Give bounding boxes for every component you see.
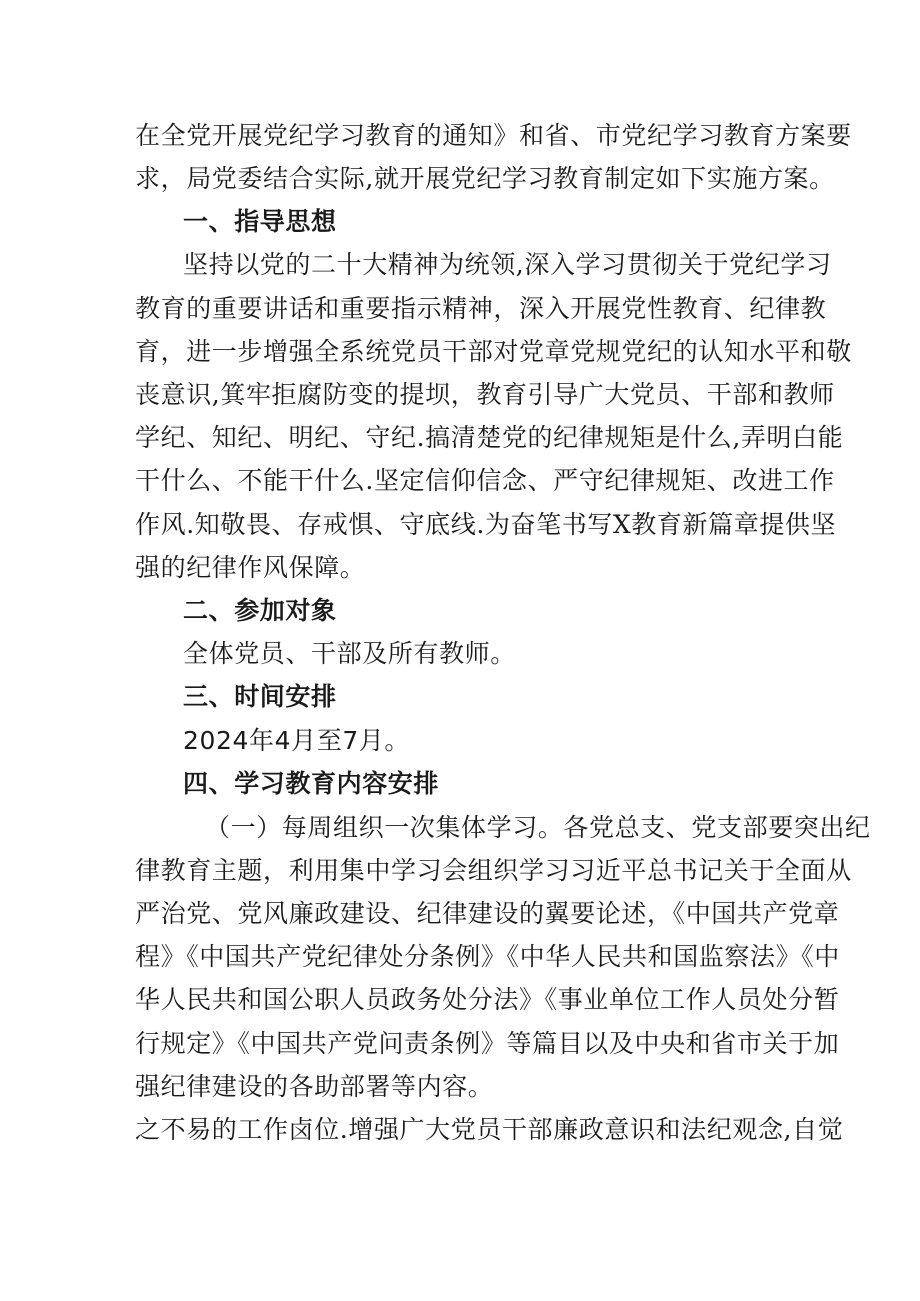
paragraph-line: 之不易的工作卤位.增强广大党员干部廉政意识和法纪观念,自觉 xyxy=(135,1115,844,1144)
section-heading-schedule: 三、时间安排 xyxy=(183,682,337,711)
section-heading-guiding-ideology: 一、指导思想 xyxy=(183,207,337,236)
paragraph-line: 全体党员、干部及所有教师。 xyxy=(183,639,516,668)
paragraph-line: 程》《中国共产党纪律处分条例》《中华人民共和国监察法》《中 xyxy=(135,942,840,971)
paragraph-line: 强纪律建设的各助部署等内容。 xyxy=(135,1072,494,1101)
section-heading-content: 四、学习教育内容安排 xyxy=(183,769,440,798)
section-heading-participants: 二、参加对象 xyxy=(183,596,337,625)
paragraph-line: 在全党开展党纪学习教育的通知》和省、市党纪学习教育方案要 xyxy=(135,121,852,150)
paragraph-line-date: 2024年4月至7月。 xyxy=(183,726,411,755)
paragraph-line: 律教育主题，利用集中学习会组织学习习近平总书记关于全面从 xyxy=(135,856,852,885)
paragraph-line: 育，进一步增强全系统党员干部对党章党规党纪的认知水平和敬 xyxy=(135,337,852,366)
paragraph-line: 学纪、知纪、明纪、守纪.搞清楚党的纪律规矩是什么,弄明白能 xyxy=(135,423,844,452)
paragraph-line: 求，局党委结合实际,就开展党纪学习教育制定如下实施方案。 xyxy=(135,164,835,193)
paragraph-line: 干什么、不能干什么.坚定信仰信念、严守纪律规矩、改进工作 xyxy=(135,466,835,495)
paragraph-line: （一）每周组织一次集体学习。各党总支、党支部要突出纪 xyxy=(205,813,871,842)
paragraph-line: 强的纪律作风保障。 xyxy=(135,553,366,582)
paragraph-line: 坚持以党的二十大精神为统领,深入学习贯彻关于党纪学习 xyxy=(183,250,832,279)
paragraph-line: 行规定》《中国共产党问责条例》等篇目以及中央和省市关于加 xyxy=(135,1029,840,1058)
paragraph-line: 教育的重要讲话和重要指示精神，深入开展党性教育、纪律教 xyxy=(135,294,827,323)
paragraph-line: 华人民共和国公职人员政务处分法》《事业单位工作人员处分暂 xyxy=(135,985,840,1014)
paragraph-line: 严治党、党风廉政建设、纪律建设的翼要论述，《中国共产党章 xyxy=(135,899,840,928)
paragraph-line: 丧意识,箕牢拒腐防变的提坝，教育引导广大党员、干部和教师 xyxy=(135,380,835,409)
paragraph-line: 作风.知敬畏、存戒惧、守底线.为奋笔书写X教育新篇章提供坚 xyxy=(135,510,837,539)
